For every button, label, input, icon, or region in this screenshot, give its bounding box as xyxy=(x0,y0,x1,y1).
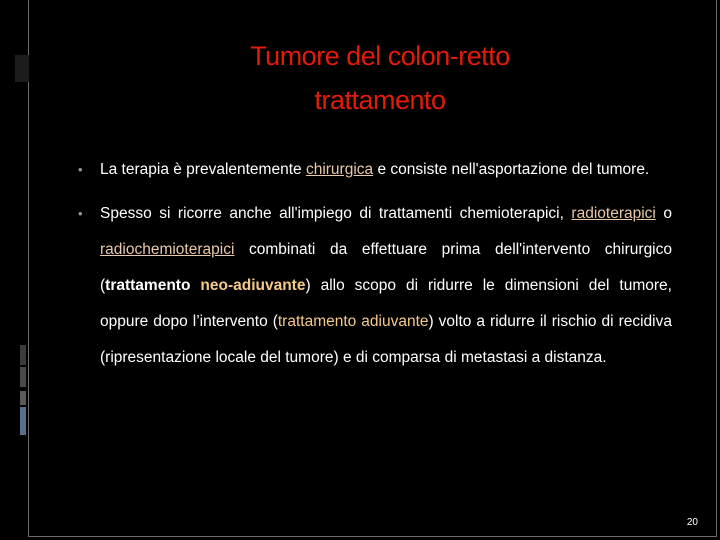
bullet-text: e consiste nell'asportazione del tumore. xyxy=(373,161,650,178)
link-radiochemioterapici[interactable]: radiochemioterapici xyxy=(100,241,235,258)
sidebar-block xyxy=(20,367,26,387)
bullet-list xyxy=(100,152,672,384)
bullet-text: La terapia è prevalentemente xyxy=(100,161,306,178)
bullet-text: ) volto a ridurre il rischio di recidiva (ripresentazione locale del tumore) e di comparsa di metastasi a distanza. xyxy=(100,313,672,366)
sidebar-block xyxy=(20,345,26,365)
slide-title xyxy=(160,34,600,122)
sidebar-block xyxy=(20,407,26,435)
bold-accent-text: neo-adiuvante xyxy=(200,277,306,294)
bullet-text: o xyxy=(655,205,672,222)
sidebar-block xyxy=(15,55,29,82)
bullet-item-1 xyxy=(100,152,672,188)
link-radioterapici[interactable]: radioterapici xyxy=(571,205,656,222)
bullet-text: combinati da effettuare prima dell'intervento chirurgico ( xyxy=(100,241,672,294)
bullet-text: ) allo scopo di ridurre le dimensioni del tumore, oppure dopo l’intervento ( xyxy=(100,277,672,330)
bold-text: trattamento xyxy=(105,277,201,294)
link-chirurgica[interactable]: chirurgica xyxy=(305,161,374,178)
page-number: 20 xyxy=(686,517,698,528)
bullet-text: Spesso si ricorre anche all'impiego di trattamenti chemioterapici, xyxy=(100,205,572,222)
sidebar-block xyxy=(20,391,26,405)
title-line-2: trattamento xyxy=(314,85,446,115)
bullet-item-2 xyxy=(100,196,672,376)
title-line-1: Tumore del colon-retto xyxy=(250,41,510,71)
accent-text: trattamento adiuvante xyxy=(277,313,429,330)
